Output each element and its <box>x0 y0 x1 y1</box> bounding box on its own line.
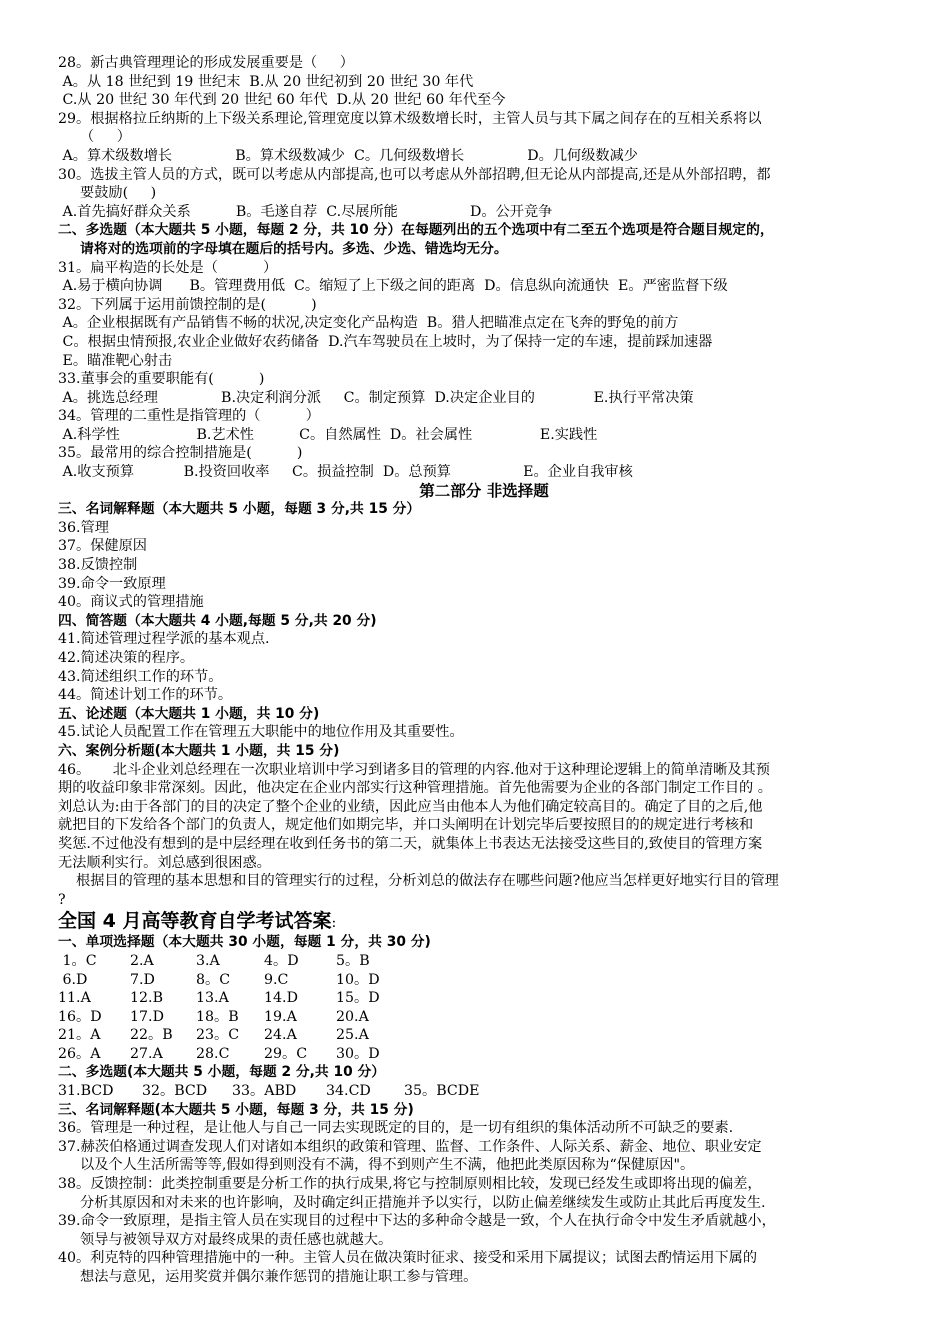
q30-stem-cont: 要鼓励( ) <box>80 185 157 202</box>
answer-cell: 35。BCDE <box>404 1083 480 1100</box>
definition-line: 38。反馈控制：此类控制重要是分析工作的执行成果,将它与控制原则相比较，发现已经发生或即将出现的偏差， <box>58 1176 762 1193</box>
answer-cell: 12.B <box>130 990 163 1007</box>
answer-cell: 34.CD <box>326 1083 371 1100</box>
q29-options: A。算术级数增长 B。算术级数减少 C。几何级数增长 D。几何级数减少 <box>58 147 638 164</box>
answer-cell: 21。A <box>58 1027 101 1044</box>
answer-cell: 23。C <box>196 1027 240 1044</box>
case-text-line: 期的收益印象非常深刻。因此，他决定在企业内部实行这种管理措施。首先他需要为企业的各部门制定工作目的 。 <box>58 780 772 797</box>
case-text-line: 无法顺利实行。刘总感到很困惑。 <box>58 854 271 871</box>
answer-section-3-title: 三、名词解释题(本大题共 5 小题，每题 3 分，共 15 分) <box>58 1101 414 1118</box>
case-text-line: 就把目的下发给各个部门的负责人，规定他们如期完毕，并口头阐明在计划完毕后要按照目的的规定进行考核和 <box>58 817 754 834</box>
list-item: 45.试论人员配置工作在管理五大职能中的地位作用及其重要性。 <box>58 724 464 741</box>
part-2-heading: 第二部分 非选择题 <box>419 480 549 500</box>
answer-cell: 31.BCD <box>58 1083 114 1100</box>
answers-title-colon: : <box>331 915 337 932</box>
section-4-title: 四、简答题（本大题共 4 小题,每题 5 分,共 20 分) <box>58 612 377 629</box>
answer-cell: 19.A <box>264 1008 297 1025</box>
answer-cell: 32。BCD <box>142 1083 208 1100</box>
list-item: 44。简述计划工作的环节。 <box>58 687 233 704</box>
answer-cell: 4。D <box>264 952 299 969</box>
q34-stem: 34。管理的二重性是指管理的（ ） <box>58 408 320 425</box>
q30-options: A.首先搞好群众关系 B。毛遂自荐 C.尽展所能 D。公开竞争 <box>58 203 553 220</box>
answer-cell: 7.D <box>130 971 155 988</box>
q28-options: C.从 20 世纪 30 年代到 20 世纪 60 年代 D.从 20 世纪 60 年代至今 <box>58 92 506 109</box>
answer-cell: 13.A <box>196 990 229 1007</box>
answer-cell: 24.A <box>264 1027 297 1044</box>
case-question-line: 根据目的管理的基本思想和目的管理实行的过程，分析刘总的做法存在哪些问题?他应当怎样更好地实行目的管理 <box>58 873 779 890</box>
multi-answer-row <box>58 1082 910 1101</box>
answer-cell: 1。C <box>58 952 97 969</box>
definition-line: 想法与意见，运用奖赏并偶尔兼作惩罚的措施让职工参与管理。 <box>80 1269 478 1285</box>
answer-row <box>58 1045 910 1064</box>
case-text-line: 刘总认为:由于各部门的目的决定了整个企业的业绩，因此应当由他本人为他们确定较高目的。确定了目的之后,他 <box>58 798 763 815</box>
answer-cell: 30。D <box>336 1045 380 1062</box>
q32-options: A。企业根据既有产品销售不畅的状况,决定变化产品构造 B。猎人把瞄准点定在飞奔的野兔的前方 <box>58 315 679 332</box>
definition-line: 37.赫茨伯格通过调查发现人们对诸如本组织的政策和管理、监督、工作条件、人际关系、薪金、地位、职业安定 <box>58 1138 762 1155</box>
section-6-title: 六、案例分析题(本大题共 1 小题，共 15 分) <box>58 742 340 759</box>
answer-cell: 2.A <box>130 952 154 969</box>
q29-stem: 29。根据格拉丘纳斯的上下级关系理论,管理宽度以算术级数增长时，主管人员与其下属之间存在的互相关系将以 <box>58 110 762 127</box>
answer-cell: 20.A <box>336 1008 369 1025</box>
answers-title: 全国 4 月高等教育自学考试答案 <box>58 910 332 933</box>
section-5-title: 五、论述题（本大题共 1 小题，共 10 分) <box>58 705 320 722</box>
q33-stem: 33.董事会的重要职能有( ) <box>58 371 265 388</box>
q32-options: C。根据虫情预报,农业企业做好农药储备 D.汽车驾驶员在上坡时，为了保持一定的车速，提前踩加速器 <box>58 333 713 350</box>
definition-line: 以及个人生活所需等等,假如得到则没有不满，得不到则产生不满，他把此类原因称为“保健原因"。 <box>80 1157 695 1174</box>
case-text-line: 奖惩.不过他没有想到的是中层经理在收到任务书的第二天，就集体上书表达无法接受这些目的,致使目的管理方案 <box>58 835 763 852</box>
answer-cell: 29。C <box>264 1045 308 1062</box>
answer-row <box>58 971 910 990</box>
definition-line: 领导与被领导双方对最终成果的责任感也就越大。 <box>80 1231 393 1248</box>
definition-line: 分析其原因和对未来的也许影响，及时确定纠正措施并予以实行，以防止偏差继续发生或防止其此后再度发生. <box>80 1194 766 1211</box>
q34-options: A.科学性 B.艺术性 C。自然属性 D。社会属性 E.实践性 <box>58 426 598 443</box>
answer-cell: 11.A <box>58 990 91 1007</box>
answer-cell: 10。D <box>336 971 380 988</box>
answer-section-2-title: 二、多选题(本大题共 5 小题，每题 2 分,共 10 分） <box>58 1064 386 1081</box>
answer-cell: 9.C <box>264 971 289 988</box>
answer-cell: 26。A <box>58 1045 101 1062</box>
q31-options: A.易于横向协调 B。管理费用低 C。缩短了上下级之间的距离 D。信息纵向流通快 E。严密监督下级 <box>58 278 728 295</box>
list-item: 39.命令一致原理 <box>58 575 166 592</box>
q35-options: A.收支预算 B.投资回收率 C。损益控制 D。总预算 E。企业自我审核 <box>58 464 633 481</box>
list-item: 36.管理 <box>58 519 109 536</box>
answer-cell: 15。D <box>336 990 380 1007</box>
answer-row <box>58 1026 910 1045</box>
case-question-line: ? <box>58 891 66 908</box>
answer-cell: 5。B <box>336 952 370 969</box>
section-2-title: 二、多选题（本大题共 5 小题，每题 2 分，共 10 分）在每题列出的五个选项中有二至五个选项是符合题目规定的， <box>58 222 774 239</box>
answer-cell: 8。C <box>196 971 231 988</box>
answer-cell: 33。ABD <box>232 1083 297 1100</box>
list-item: 37。保健原因 <box>58 538 147 555</box>
answer-row <box>58 989 910 1008</box>
q30-stem: 30。选拔主管人员的方式，既可以考虑从内部提高,也可以考虑从外部招聘,但无论从内部提高,还是从外部招聘，都 <box>58 166 771 183</box>
section-3-title: 三、名词解释题（本大题共 5 小题，每题 3 分,共 15 分） <box>58 501 421 518</box>
definition-line: 36。管理是一种过程，是让他人与自己一同去实现既定的目的，是一切有组织的集体活动所不可缺乏的要素. <box>58 1120 734 1137</box>
answers-heading <box>58 909 910 933</box>
answer-row <box>58 952 910 971</box>
list-item: 41.简述管理过程学派的基本观点. <box>58 631 270 648</box>
list-item: 38.反馈控制 <box>58 557 138 574</box>
answer-section-1-title: 一、单项选择题（本大题共 30 小题，每题 1 分，共 30 分) <box>58 934 431 951</box>
answer-grid <box>58 952 910 1064</box>
answer-row <box>58 1008 910 1027</box>
q32-stem: 32。下列属于运用前馈控制的是( ) <box>58 296 317 313</box>
answer-cell: 14.D <box>264 990 298 1007</box>
answer-cell: 3.A <box>196 952 220 969</box>
section-2-title-cont: 请将对的选项前的字母填在题后的括号内。多选、少选、错选均无分。 <box>80 240 508 257</box>
q31-stem: 31。扁平构造的长处是（ ） <box>58 259 278 276</box>
list-item: 43.简述组织工作的环节。 <box>58 668 223 685</box>
answer-cell: 16。D <box>58 1008 102 1025</box>
q32-options: E。瞄准靶心射击 <box>58 352 173 369</box>
q29-stem-cont: （ ） <box>80 129 131 146</box>
definition-line: 39.命令一致原理，是指主管人员在实现目的过程中下达的多种命令越是一致，个人在执行命令中发生矛盾就越小， <box>58 1213 776 1230</box>
case-text-line: 46。 北斗企业刘总经理在一次职业培训中学习到诸多目的管理的内容.他对于这种理论逻辑上的简单清晰及其预 <box>58 761 770 778</box>
answer-cell: 28.C <box>196 1045 230 1062</box>
answer-cell: 27.A <box>130 1045 163 1062</box>
definition-line: 40。利克特的四种管理措施中的一种。主管人员在做决策时征求、接受和采用下属提议；试图去酌情运用下属的 <box>58 1250 758 1267</box>
list-item: 42.简述决策的程序。 <box>58 650 195 666</box>
q33-options: A。挑选总经理 B.决定利润分派 C。制定预算 D.决定企业目的 E.执行平常决策 <box>58 389 694 406</box>
answer-cell: 18。B <box>196 1008 239 1025</box>
answer-cell: 22。B <box>130 1027 173 1044</box>
q28-stem: 28。新古典管理理论的形成发展重要是（ ） <box>58 55 354 71</box>
answer-cell: 17.D <box>130 1008 164 1025</box>
answer-cell: 6.D <box>58 971 88 988</box>
answer-cell: 25.A <box>336 1027 369 1044</box>
q35-stem: 35。最常用的综合控制措施是( ) <box>58 445 303 462</box>
list-item: 40。商议式的管理措施 <box>58 594 204 611</box>
q28-options: A。从 18 世纪到 19 世纪末 B.从 20 世纪初到 20 世纪 30 年代 <box>58 73 474 90</box>
